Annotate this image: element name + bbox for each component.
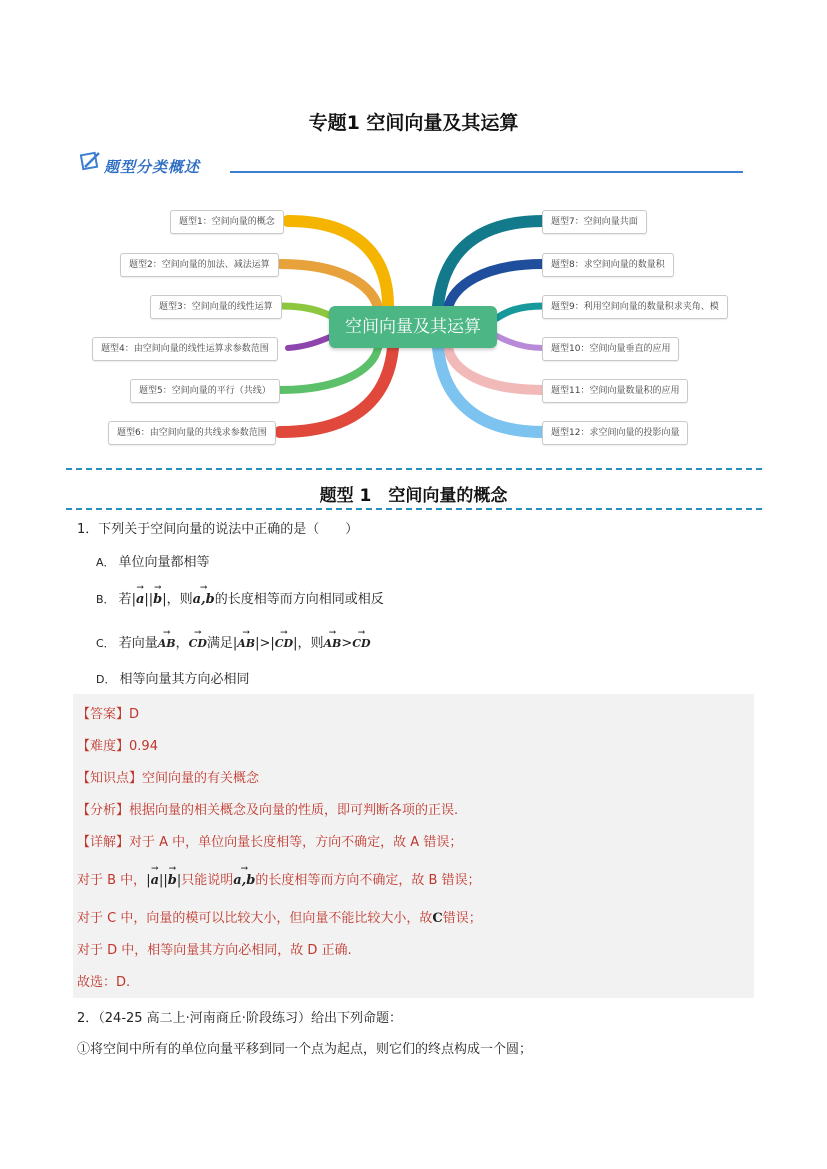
math-bar: | [159, 873, 164, 888]
mindmap-node-left-4: 题型4：由空间向量的线性运算求参数范围 [92, 337, 278, 361]
difficulty-line [77, 735, 158, 754]
branch-right-4 [497, 336, 543, 348]
option-c-pre: 若向量 [118, 636, 158, 651]
detail-tag: 【详解】 [77, 835, 130, 850]
knowledge-value: 空间向量的有关概念 [142, 771, 260, 786]
mindmap-node-right-4: 题型10：空间向量垂直的应用 [542, 337, 679, 361]
vector-CD: → CD [189, 637, 207, 650]
option-b-label: B． [96, 593, 115, 606]
mindmap-node-right-1: 题型7：空间向量共面 [542, 210, 647, 234]
detail-2-post: 的长度相等而方向不确定，故 B 错误； [255, 873, 481, 888]
math-bar: | [232, 636, 238, 651]
vector-a: → a [136, 592, 144, 607]
math-gt: > [341, 636, 353, 651]
detail-3-letter: C [432, 911, 443, 926]
vector-pair-ab: → a,b [233, 873, 255, 888]
detail-3-post: 错误； [442, 911, 482, 926]
mindmap-node-left-5: 题型5：空间向量的平行（共线） [130, 379, 280, 403]
question-1-stem: 1．下列关于空间向量的说法中正确的是（ ） [77, 522, 359, 537]
mindmap-node-right-3: 题型9：利用空间向量的数量积求夹角、模 [542, 295, 728, 319]
detail-line-2 [77, 869, 481, 888]
option-b-post: 的长度相等而方向相同或相反 [214, 592, 384, 607]
analysis-line [77, 799, 458, 818]
section-divider-bottom [66, 508, 762, 510]
banner-underline [230, 171, 743, 173]
analysis-tag: 【分析】 [77, 803, 130, 818]
detail-2-pre: 对于 B 中， [77, 873, 147, 888]
detail-text-1: 对于 A 中，单位向量长度相等，方向不确定，故 A 错误； [129, 835, 463, 850]
math-bar: | [144, 592, 149, 607]
branch-left-5 [280, 348, 378, 390]
mindmap-node-right-5: 题型11：空间向量数量积的应用 [542, 379, 688, 403]
section-title: 题型 1 空间向量的概念 [319, 486, 508, 506]
detail-line-1 [77, 831, 462, 850]
pencil-icon [80, 150, 102, 172]
math-bar: | [131, 592, 136, 607]
detail-line-3 [77, 907, 482, 926]
vector-a: → a [151, 873, 159, 888]
difficulty-tag: 【难度】 [77, 739, 130, 754]
mindmap-node-left-6: 题型6：由空间向量的共线求参数范围 [108, 421, 276, 445]
mindmap-node-right-2: 题型8：求空间向量的数量积 [542, 253, 674, 277]
option-d-text: 相等向量其方向必相同 [119, 672, 250, 687]
vector-b: → b [168, 873, 177, 888]
mindmap-node-left-1: 题型1：空间向量的概念 [170, 210, 284, 234]
document-title: 专题1 空间向量及其运算 [308, 112, 519, 134]
option-c-mid3: ，则 [297, 636, 324, 651]
option-d-label: D． [96, 673, 116, 686]
option-a-label: A． [96, 556, 115, 569]
detail-2-mid: 只能说明 [181, 873, 234, 888]
math-bar: | [176, 873, 182, 888]
math-bar: | [163, 873, 168, 888]
branch-right-2 [448, 264, 543, 308]
option-c [96, 632, 371, 651]
option-a-text: 单位向量都相等 [118, 555, 210, 570]
math-gt: > [259, 636, 271, 651]
mindmap-node-right-6: 题型12：求空间向量的投影向量 [542, 421, 688, 445]
branch-right-3 [497, 306, 543, 318]
option-c-mid1: ， [175, 636, 189, 651]
mindmap-node-left-2: 题型2：空间向量的加法、减法运算 [120, 253, 279, 277]
math-bar: | [146, 873, 151, 888]
math-bar: | [162, 592, 167, 607]
option-d [96, 668, 250, 687]
detail-3-pre: 对于 C 中，向量的模可以比较大小，但向量不能比较大小，故 [77, 911, 433, 926]
math-bar: | [255, 636, 260, 651]
math-bar: | [148, 592, 154, 607]
vector-pair-ab: → a,b [193, 592, 215, 607]
option-b-mid: ，则 [166, 592, 193, 607]
question-2-stem: 2．（24-25 高二上·河南商丘·阶段练习）给出下列命题： [77, 1011, 402, 1026]
detail-line-4: 对于 D 中，相等向量其方向必相同，故 D 正确. [77, 943, 352, 958]
math-bar: | [270, 636, 275, 651]
analysis-value: 根据向量的相关概念及向量的性质，即可判断各项的正误. [129, 803, 459, 818]
section-divider-top [66, 468, 762, 470]
option-b [96, 588, 384, 607]
branch-left-2 [280, 264, 378, 308]
mind-map [88, 196, 748, 456]
option-a [96, 551, 210, 570]
mindmap-node-left-3: 题型3：空间向量的线性运算 [150, 295, 282, 319]
vector-CD: → CD [275, 637, 293, 650]
answer-value: D [129, 707, 140, 722]
knowledge-tag: 【知识点】 [77, 771, 143, 786]
vector-AB: → AB [158, 637, 176, 650]
option-c-label: C． [96, 637, 115, 650]
answer-line [77, 703, 139, 722]
vector-b: → b [153, 592, 162, 607]
vector-AB: → AB [324, 637, 342, 650]
option-c-mid2: 满足 [206, 636, 233, 651]
option-b-pre: 若 [118, 592, 132, 607]
math-bar: | [293, 636, 298, 651]
difficulty-value: 0.94 [129, 739, 158, 754]
section-banner-label: 题型分类概述 [104, 158, 201, 176]
branch-right-5 [448, 348, 543, 390]
choice-line: 故选：D. [77, 975, 131, 990]
knowledge-line [77, 767, 259, 786]
answer-tag: 【答案】 [77, 707, 130, 722]
vector-AB: → AB [237, 637, 255, 650]
question-2-item-1: ①将空间中所有的单位向量平移到同一个点为起点，则它们的终点构成一个圆； [77, 1042, 533, 1057]
vector-CD: → CD [352, 637, 370, 650]
mindmap-center-node: 空间向量及其运算 [329, 306, 497, 348]
